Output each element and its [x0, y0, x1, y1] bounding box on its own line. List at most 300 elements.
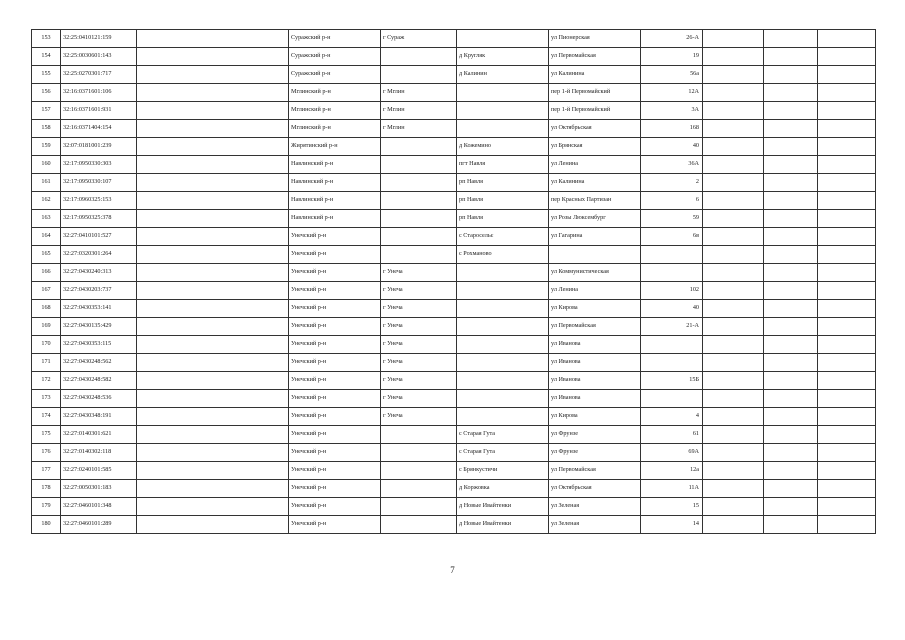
settlement-cell: д Кожемино: [457, 138, 549, 156]
cadastral-number: 32:27:0430135:429: [61, 318, 137, 336]
street-cell: ул Пионерская: [549, 30, 641, 48]
blank-cell: [703, 210, 764, 228]
blank-cell: [818, 84, 876, 102]
house-number-cell: 56а: [641, 66, 703, 84]
table-row: [32, 102, 876, 120]
blank-cell: [764, 516, 818, 534]
cadastral-number: 32:07:0181001:239: [61, 138, 137, 156]
blank-cell: [703, 66, 764, 84]
cadastral-number: 32:27:0460101:348: [61, 498, 137, 516]
cadastral-number: 32:27:0430348:191: [61, 408, 137, 426]
blank-cell: [764, 408, 818, 426]
district-cell: Суражский р-н: [289, 30, 381, 48]
street-cell: ул Калинина: [549, 174, 641, 192]
town-cell: [381, 138, 457, 156]
blank-cell: [818, 408, 876, 426]
town-cell: [381, 246, 457, 264]
table-row: [32, 192, 876, 210]
house-number-cell: 40: [641, 138, 703, 156]
table-row: [32, 516, 876, 534]
town-cell: [381, 462, 457, 480]
street-cell: [549, 246, 641, 264]
town-cell: г Унеча: [381, 264, 457, 282]
row-number: 179: [32, 498, 61, 516]
cadastral-number: 32:27:0320301:264: [61, 246, 137, 264]
blank-cell: [818, 444, 876, 462]
street-cell: ул Иванова: [549, 372, 641, 390]
town-cell: [381, 174, 457, 192]
street-cell: пер 1-й Первомайский: [549, 102, 641, 120]
row-number: 160: [32, 156, 61, 174]
street-cell: ул Зеленая: [549, 516, 641, 534]
district-cell: Унечский р-н: [289, 480, 381, 498]
district-cell: Суражский р-н: [289, 66, 381, 84]
cadastral-number: 32:17:0950330:107: [61, 174, 137, 192]
house-number-cell: 102: [641, 282, 703, 300]
street-cell: ул Зеленая: [549, 498, 641, 516]
blank-cell: [703, 138, 764, 156]
blank-cell: [703, 48, 764, 66]
district-cell: Навлинский р-н: [289, 210, 381, 228]
cadastral-number: 32:25:0270301:717: [61, 66, 137, 84]
blank-cell: [764, 480, 818, 498]
settlement-cell: [457, 264, 549, 282]
blank-cell: [818, 192, 876, 210]
settlement-cell: с Старосельє: [457, 228, 549, 246]
blank-cell: [764, 210, 818, 228]
street-cell: ул Кирова: [549, 408, 641, 426]
blank-cell: [764, 390, 818, 408]
cadastral-number: 32:17:0950330:303: [61, 156, 137, 174]
settlement-cell: [457, 300, 549, 318]
row-number: 171: [32, 354, 61, 372]
blank-cell: [137, 66, 289, 84]
settlement-cell: [457, 372, 549, 390]
blank-cell: [703, 516, 764, 534]
district-cell: Навлинский р-н: [289, 156, 381, 174]
table-row: [32, 84, 876, 102]
house-number-cell: 14: [641, 516, 703, 534]
street-cell: ул Розы Люксембург: [549, 210, 641, 228]
blank-cell: [703, 390, 764, 408]
house-number-cell: 12А: [641, 84, 703, 102]
blank-cell: [137, 336, 289, 354]
blank-cell: [703, 102, 764, 120]
settlement-cell: с Брянкустичи: [457, 462, 549, 480]
cadastral-number: 32:27:0430353:141: [61, 300, 137, 318]
table-row: [32, 264, 876, 282]
house-number-cell: 59: [641, 210, 703, 228]
district-cell: Унечский р-н: [289, 516, 381, 534]
table-row: [32, 480, 876, 498]
cadastral-number: 32:27:0410101:527: [61, 228, 137, 246]
town-cell: г Унеча: [381, 318, 457, 336]
row-number: 168: [32, 300, 61, 318]
row-number: 173: [32, 390, 61, 408]
street-cell: пер Красных Партизан: [549, 192, 641, 210]
blank-cell: [818, 354, 876, 372]
blank-cell: [137, 300, 289, 318]
town-cell: [381, 426, 457, 444]
settlement-cell: д Кругляк: [457, 48, 549, 66]
row-number: 161: [32, 174, 61, 192]
cadastral-number: 32:17:0950325:378: [61, 210, 137, 228]
row-number: 174: [32, 408, 61, 426]
house-number-cell: 4: [641, 408, 703, 426]
house-number-cell: 61: [641, 426, 703, 444]
town-cell: [381, 228, 457, 246]
blank-cell: [764, 498, 818, 516]
blank-cell: [703, 84, 764, 102]
blank-cell: [764, 66, 818, 84]
town-cell: [381, 192, 457, 210]
town-cell: г Унеча: [381, 408, 457, 426]
settlement-cell: [457, 354, 549, 372]
blank-cell: [137, 174, 289, 192]
house-number-cell: 2: [641, 174, 703, 192]
street-cell: ул Иванова: [549, 354, 641, 372]
row-number: 165: [32, 246, 61, 264]
blank-cell: [764, 84, 818, 102]
blank-cell: [137, 354, 289, 372]
blank-cell: [137, 84, 289, 102]
blank-cell: [764, 336, 818, 354]
district-cell: Унечский р-н: [289, 354, 381, 372]
blank-cell: [764, 246, 818, 264]
blank-cell: [137, 48, 289, 66]
blank-cell: [137, 156, 289, 174]
blank-cell: [703, 462, 764, 480]
town-cell: [381, 156, 457, 174]
cadastral-number: 32:27:0430248:562: [61, 354, 137, 372]
blank-cell: [137, 318, 289, 336]
house-number-cell: [641, 390, 703, 408]
cadastral-number: 32:17:0960325:153: [61, 192, 137, 210]
district-cell: Навлинский р-н: [289, 174, 381, 192]
district-cell: Унечский р-н: [289, 300, 381, 318]
row-number: 172: [32, 372, 61, 390]
town-cell: г Мглин: [381, 102, 457, 120]
settlement-cell: рп Навля: [457, 192, 549, 210]
blank-cell: [818, 498, 876, 516]
town-cell: [381, 66, 457, 84]
row-number: 164: [32, 228, 61, 246]
blank-cell: [137, 264, 289, 282]
settlement-cell: с Рохманово: [457, 246, 549, 264]
cadastral-number: 32:27:0460101:289: [61, 516, 137, 534]
house-number-cell: 21-А: [641, 318, 703, 336]
street-cell: ул Брянская: [549, 138, 641, 156]
street-cell: ул Калинина: [549, 66, 641, 84]
street-cell: ул Кирова: [549, 300, 641, 318]
blank-cell: [137, 390, 289, 408]
registry-table: [31, 29, 876, 534]
house-number-cell: 15Б: [641, 372, 703, 390]
table-row: [32, 498, 876, 516]
table-row: [32, 30, 876, 48]
table-row: [32, 444, 876, 462]
blank-cell: [818, 318, 876, 336]
house-number-cell: 168: [641, 120, 703, 138]
settlement-cell: д Коржовка: [457, 480, 549, 498]
blank-cell: [764, 30, 818, 48]
blank-cell: [818, 210, 876, 228]
table-row: [32, 336, 876, 354]
district-cell: Суражский р-н: [289, 48, 381, 66]
town-cell: г Унеча: [381, 354, 457, 372]
town-cell: г Унеча: [381, 282, 457, 300]
house-number-cell: 69А: [641, 444, 703, 462]
town-cell: г Мглин: [381, 84, 457, 102]
town-cell: г Мглин: [381, 120, 457, 138]
street-cell: ул Ленина: [549, 282, 641, 300]
blank-cell: [137, 30, 289, 48]
blank-cell: [764, 264, 818, 282]
district-cell: Унечский р-н: [289, 426, 381, 444]
house-number-cell: 26-А: [641, 30, 703, 48]
settlement-cell: [457, 390, 549, 408]
house-number-cell: [641, 354, 703, 372]
row-number: 156: [32, 84, 61, 102]
blank-cell: [764, 318, 818, 336]
blank-cell: [764, 138, 818, 156]
district-cell: Унечский р-н: [289, 444, 381, 462]
house-number-cell: 6в: [641, 228, 703, 246]
settlement-cell: [457, 102, 549, 120]
street-cell: ул Иванова: [549, 336, 641, 354]
blank-cell: [818, 156, 876, 174]
blank-cell: [764, 102, 818, 120]
cadastral-number: 32:16:0371601:106: [61, 84, 137, 102]
settlement-cell: рп Навля: [457, 174, 549, 192]
cadastral-number: 32:25:0030601:143: [61, 48, 137, 66]
blank-cell: [703, 246, 764, 264]
blank-cell: [137, 462, 289, 480]
blank-cell: [764, 372, 818, 390]
blank-cell: [137, 210, 289, 228]
district-cell: Мглинский р-н: [289, 102, 381, 120]
blank-cell: [703, 336, 764, 354]
blank-cell: [818, 426, 876, 444]
table-row: [32, 372, 876, 390]
settlement-cell: [457, 84, 549, 102]
blank-cell: [818, 516, 876, 534]
blank-cell: [818, 372, 876, 390]
street-cell: ул Октябрьская: [549, 480, 641, 498]
table-row: [32, 246, 876, 264]
district-cell: Унечский р-н: [289, 336, 381, 354]
settlement-cell: [457, 318, 549, 336]
house-number-cell: [641, 246, 703, 264]
district-cell: Мглинский р-н: [289, 120, 381, 138]
blank-cell: [703, 300, 764, 318]
blank-cell: [703, 264, 764, 282]
row-number: 177: [32, 462, 61, 480]
cadastral-number: 32:27:0430353:115: [61, 336, 137, 354]
table-row: [32, 228, 876, 246]
house-number-cell: 36А: [641, 156, 703, 174]
blank-cell: [818, 390, 876, 408]
blank-cell: [764, 426, 818, 444]
blank-cell: [764, 48, 818, 66]
settlement-cell: д Новые Ивайтенки: [457, 498, 549, 516]
blank-cell: [137, 138, 289, 156]
street-cell: ул Ленина: [549, 156, 641, 174]
blank-cell: [137, 444, 289, 462]
cadastral-number: 32:27:0430203:737: [61, 282, 137, 300]
blank-cell: [703, 174, 764, 192]
table-row: [32, 390, 876, 408]
cadastral-number: 32:16:0371601:931: [61, 102, 137, 120]
settlement-cell: д Новые Ивайтенки: [457, 516, 549, 534]
house-number-cell: 12а: [641, 462, 703, 480]
cadastral-number: 32:27:0240101:585: [61, 462, 137, 480]
town-cell: [381, 480, 457, 498]
town-cell: г Сураж: [381, 30, 457, 48]
table-row: [32, 48, 876, 66]
settlement-cell: [457, 282, 549, 300]
blank-cell: [764, 156, 818, 174]
blank-cell: [764, 120, 818, 138]
table-row: [32, 408, 876, 426]
blank-cell: [703, 30, 764, 48]
blank-cell: [703, 156, 764, 174]
blank-cell: [818, 228, 876, 246]
house-number-cell: [641, 336, 703, 354]
table-row: [32, 426, 876, 444]
blank-cell: [137, 426, 289, 444]
blank-cell: [703, 192, 764, 210]
row-number: 180: [32, 516, 61, 534]
settlement-cell: [457, 120, 549, 138]
row-number: 163: [32, 210, 61, 228]
blank-cell: [764, 444, 818, 462]
blank-cell: [137, 102, 289, 120]
row-number: 159: [32, 138, 61, 156]
street-cell: ул Коммунистическая: [549, 264, 641, 282]
blank-cell: [703, 282, 764, 300]
row-number: 155: [32, 66, 61, 84]
district-cell: Унечский р-н: [289, 246, 381, 264]
street-cell: ул Фрунзе: [549, 426, 641, 444]
blank-cell: [818, 480, 876, 498]
row-number: 175: [32, 426, 61, 444]
table-row: [32, 462, 876, 480]
row-number: 157: [32, 102, 61, 120]
blank-cell: [137, 480, 289, 498]
settlement-cell: с Старая Гута: [457, 444, 549, 462]
cadastral-number: 32:16:0371404:154: [61, 120, 137, 138]
blank-cell: [818, 138, 876, 156]
blank-cell: [764, 282, 818, 300]
street-cell: ул Гагарина: [549, 228, 641, 246]
blank-cell: [818, 30, 876, 48]
house-number-cell: 3А: [641, 102, 703, 120]
blank-cell: [703, 354, 764, 372]
town-cell: г Унеча: [381, 336, 457, 354]
blank-cell: [818, 174, 876, 192]
table-row: [32, 174, 876, 192]
blank-cell: [764, 462, 818, 480]
settlement-cell: рп Навля: [457, 210, 549, 228]
blank-cell: [703, 426, 764, 444]
blank-cell: [764, 228, 818, 246]
blank-cell: [818, 120, 876, 138]
table-row: [32, 156, 876, 174]
settlement-cell: [457, 336, 549, 354]
district-cell: Навлинский р-н: [289, 192, 381, 210]
blank-cell: [137, 516, 289, 534]
settlement-cell: д Калинин: [457, 66, 549, 84]
blank-cell: [764, 174, 818, 192]
cadastral-number: 32:27:0140301:621: [61, 426, 137, 444]
blank-cell: [703, 498, 764, 516]
blank-cell: [137, 192, 289, 210]
blank-cell: [703, 120, 764, 138]
district-cell: Унечский р-н: [289, 372, 381, 390]
cadastral-number: 32:27:0050301:183: [61, 480, 137, 498]
blank-cell: [703, 228, 764, 246]
cadastral-number: 32:27:0430240:313: [61, 264, 137, 282]
district-cell: Унечский р-н: [289, 462, 381, 480]
table-row: [32, 300, 876, 318]
district-cell: Унечский р-н: [289, 264, 381, 282]
blank-cell: [137, 228, 289, 246]
blank-cell: [818, 462, 876, 480]
town-cell: [381, 444, 457, 462]
blank-cell: [137, 120, 289, 138]
district-cell: Унечский р-н: [289, 498, 381, 516]
district-cell: Унечский р-н: [289, 228, 381, 246]
blank-cell: [764, 192, 818, 210]
house-number-cell: 11А: [641, 480, 703, 498]
settlement-cell: пгт Навля: [457, 156, 549, 174]
house-number-cell: 15: [641, 498, 703, 516]
blank-cell: [703, 408, 764, 426]
row-number: 170: [32, 336, 61, 354]
street-cell: ул Первомайская: [549, 48, 641, 66]
blank-cell: [703, 318, 764, 336]
blank-cell: [818, 264, 876, 282]
blank-cell: [137, 246, 289, 264]
settlement-cell: [457, 408, 549, 426]
row-number: 154: [32, 48, 61, 66]
district-cell: Унечский р-н: [289, 390, 381, 408]
table-row: [32, 318, 876, 336]
town-cell: [381, 516, 457, 534]
district-cell: Мглинский р-н: [289, 84, 381, 102]
town-cell: г Унеча: [381, 372, 457, 390]
cadastral-number: 32:27:0430248:536: [61, 390, 137, 408]
page-number: 7: [450, 565, 455, 575]
table-row: [32, 138, 876, 156]
settlement-cell: с Старая Гута: [457, 426, 549, 444]
blank-cell: [137, 372, 289, 390]
street-cell: пер 1-й Первомайский: [549, 84, 641, 102]
blank-cell: [818, 66, 876, 84]
blank-cell: [703, 444, 764, 462]
row-number: 158: [32, 120, 61, 138]
street-cell: ул Иванова: [549, 390, 641, 408]
street-cell: ул Первомайская: [549, 462, 641, 480]
town-cell: [381, 48, 457, 66]
row-number: 166: [32, 264, 61, 282]
house-number-cell: 40: [641, 300, 703, 318]
row-number: 178: [32, 480, 61, 498]
blank-cell: [818, 300, 876, 318]
cadastral-number: 32:25:0410121:159: [61, 30, 137, 48]
table-row: [32, 210, 876, 228]
